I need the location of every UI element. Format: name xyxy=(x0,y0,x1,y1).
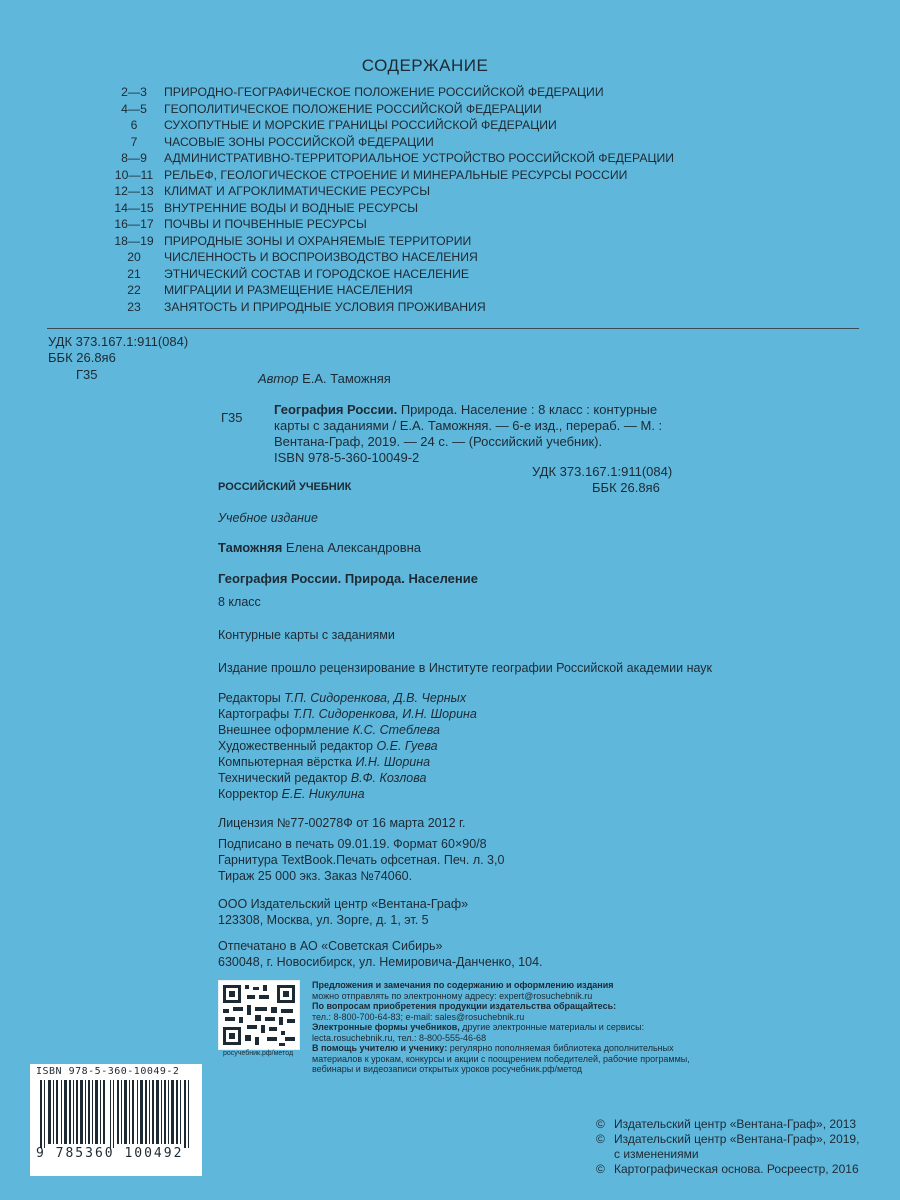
book-title: География России. Природа. Население xyxy=(218,571,478,586)
toc-pages: 21 xyxy=(127,266,141,281)
teacher-heading: В помощь учителю и ученику: xyxy=(312,1043,448,1053)
print-info-line: Подписано в печать 09.01.19. Формат 60×90/8 xyxy=(218,837,487,851)
teacher-line xyxy=(312,1043,752,1054)
toc-item xyxy=(110,200,750,217)
copyright-line xyxy=(596,1147,859,1162)
toc-title: СОДЕРЖАНИЕ xyxy=(361,56,489,75)
copyright-symbol: © xyxy=(596,1132,605,1146)
sales-heading: По вопросам приобретения продукции издательства обращайтесь: xyxy=(312,1001,617,1011)
sales-contacts: тел.: 8-800-700-64-83; e-mail: sales@rosuchebnik.ru xyxy=(312,1011,525,1022)
toc-entry-title: СУХОПУТНЫЕ И МОРСКИЕ ГРАНИЦЫ РОССИЙСКОЙ ФЕДЕРАЦИИ xyxy=(164,118,557,133)
feedback-email: можно отправлять по электронному адресу: expert@rosuchebnik.ru xyxy=(312,990,593,1001)
copyright-symbol: © xyxy=(596,1162,605,1176)
toc-entry-title: ЭТНИЧЕСКИЙ СОСТАВ И ГОРОДСКОЕ НАСЕЛЕНИЕ xyxy=(164,266,469,281)
toc-item xyxy=(110,183,750,200)
toc-item xyxy=(110,266,750,283)
qr-code-icon xyxy=(219,981,299,1049)
author-name: Е.А. Таможняя xyxy=(298,371,391,386)
toc-pages: 8—9 xyxy=(121,151,147,166)
toc-entry-title: ЗАНЯТОСТЬ И ПРИРОДНЫЕ УСЛОВИЯ ПРОЖИВАНИЯ xyxy=(164,299,486,314)
author-line xyxy=(258,371,391,387)
copyright-text: Картографическая основа. Росреестр, 2016 xyxy=(614,1162,859,1176)
credit-names: Е.Е. Никулина xyxy=(281,787,365,801)
credit-role: Технический редактор xyxy=(218,771,351,785)
credit-line xyxy=(218,738,477,754)
eforms-text: другие электронные материалы и сервисы: xyxy=(459,1022,645,1032)
toc-entry-title: ГЕОПОЛИТИЧЕСКОЕ ПОЛОЖЕНИЕ РОССИЙСКОЙ ФЕДЕРАЦИИ xyxy=(164,101,542,116)
credit-names: В.Ф. Козлова xyxy=(350,771,427,785)
teacher-text-3: вебинары и видеозаписи открытых уроков росучебник.рф/метод xyxy=(312,1064,583,1074)
credit-role: Художественный редактор xyxy=(218,739,377,753)
copyright-text: Издательский центр «Вентана-Граф», 2019, xyxy=(614,1132,860,1146)
catalog-line-3: Вентана-Граф, 2019. — 24 с. — (Российский учебник). xyxy=(274,434,603,449)
udk-code-2: УДК 373.167.1:911(084) xyxy=(532,464,673,479)
printer-address: 630048, г. Новосибирск, ул. Немировича-Данченко, 104. xyxy=(218,955,543,969)
credit-names: И.Н. Шорина xyxy=(355,755,431,769)
toc-item xyxy=(110,117,750,134)
toc-entry-title: РЕЛЬЕФ, ГЕОЛОГИЧЕСКОЕ СТРОЕНИЕ И МИНЕРАЛЬНЫЕ РЕСУРСЫ РОССИИ xyxy=(164,167,628,182)
author-sign-2: Г35 xyxy=(221,410,243,425)
copyright-symbol: © xyxy=(596,1117,605,1131)
toc-item xyxy=(110,84,750,101)
print-info-line: Тираж 25 000 экз. Заказ №74060. xyxy=(218,869,413,883)
catalog-line-1 xyxy=(274,402,657,418)
catalog-title: География России. xyxy=(274,402,398,417)
toc-item xyxy=(110,249,750,266)
toc-item xyxy=(110,101,750,118)
author-surname: Таможняя xyxy=(218,540,283,555)
credit-role: Редакторы xyxy=(218,691,285,705)
toc-pages: 20 xyxy=(127,250,141,265)
toc-item xyxy=(110,282,750,299)
toc-pages: 2—3 xyxy=(121,85,147,100)
teacher-text-2: материалов к урокам, конкурсы и акции с поощрением победителей, рабочие программы, xyxy=(312,1053,690,1064)
bbk-code: ББК 26.8я6 xyxy=(48,350,116,365)
toc-item xyxy=(110,216,750,233)
copyright-line xyxy=(596,1162,859,1177)
isbn-line: ISBN 978-5-360-10049-2 xyxy=(274,450,420,465)
toc-entry-title: АДМИНИСТРАТИВНО-ТЕРРИТОРИАЛЬНОЕ УСТРОЙСТВО РОССИЙСКОЙ ФЕДЕРАЦИИ xyxy=(164,151,675,166)
toc-entry-title: ЧИСЛЕННОСТЬ И ВОСПРОИЗВОДСТВО НАСЕЛЕНИЯ xyxy=(164,250,478,265)
credit-line xyxy=(218,770,477,786)
toc-pages: 12—13 xyxy=(114,184,154,199)
toc-pages: 23 xyxy=(127,299,141,314)
catalog-line-2: карты с заданиями / Е.А. Таможняя. — 6-е изд., перераб. — М. : xyxy=(274,418,663,433)
toc-pages: 10—11 xyxy=(114,167,154,182)
credit-role: Корректор xyxy=(218,787,282,801)
credit-line xyxy=(218,786,477,802)
qr-caption: росучебник.рф/метод xyxy=(222,1050,294,1057)
credit-line xyxy=(218,706,477,722)
print-info-line: Гарнитура TextBook.Печать офсетная. Печ. л. 3,0 xyxy=(218,853,505,867)
toc-list xyxy=(110,84,750,315)
author-full xyxy=(218,540,421,556)
toc-pages: 16—17 xyxy=(114,217,154,232)
toc-item xyxy=(110,150,750,167)
publisher-info xyxy=(218,896,468,928)
printer-info xyxy=(218,938,543,970)
toc-entry-title: ПРИРОДНО-ГЕОГРАФИЧЕСКОЕ ПОЛОЖЕНИЕ РОССИЙСКОЙ ФЕДЕРАЦИИ xyxy=(164,85,604,100)
credit-role: Компьютерная вёрстка xyxy=(218,755,356,769)
divider-line xyxy=(47,328,859,329)
toc-item xyxy=(110,299,750,316)
eforms-heading: Электронные формы учебников, xyxy=(312,1022,460,1032)
review-note: Издание прошло рецензирование в Институте географии Российской академии наук xyxy=(218,661,713,675)
credit-role: Внешнее оформление xyxy=(218,723,353,737)
toc-entry-title: ПОЧВЫ И ПОЧВЕННЫЕ РЕСУРСЫ xyxy=(164,217,367,232)
bbk-code-2: ББК 26.8я6 xyxy=(592,480,660,495)
toc-entry-title: ЧАСОВЫЕ ЗОНЫ РОССИЙСКОЙ ФЕДЕРАЦИИ xyxy=(164,134,434,149)
qr-code[interactable] xyxy=(218,980,300,1050)
eforms-contacts: lecta.rosuchebnik.ru, тел.: 8-800-555-46-68 xyxy=(312,1032,487,1043)
credit-names: К.С. Стеблева xyxy=(352,723,440,737)
author-given: Елена Александровна xyxy=(282,540,422,555)
eforms-line xyxy=(312,1022,752,1033)
toc-entry-title: ВНУТРЕННИЕ ВОДЫ И ВОДНЫЕ РЕСУРСЫ xyxy=(164,200,419,215)
license: Лицензия №77-00278Ф от 16 марта 2012 г. xyxy=(218,816,466,830)
credit-line xyxy=(218,690,477,706)
copyright-line xyxy=(596,1132,859,1147)
barcode-digits: 9 785360 100492 xyxy=(36,1146,184,1161)
feedback-heading: Предложения и замечания по содержанию и оформлению издания xyxy=(312,980,614,990)
copyright-block xyxy=(596,1117,859,1177)
contacts-block xyxy=(312,980,752,1075)
grade: 8 класс xyxy=(218,595,261,609)
udk-code: УДК 373.167.1:911(084) xyxy=(48,334,189,349)
toc-pages: 18—19 xyxy=(114,233,154,248)
toc-pages: 7 xyxy=(130,134,138,149)
toc-pages: 14—15 xyxy=(114,200,154,215)
print-info xyxy=(218,836,504,884)
barcode-isbn: ISBN 978-5-360-10049-2 xyxy=(36,1066,180,1077)
catalog-text: Природа. Население : 8 класс : контурные xyxy=(397,402,658,417)
toc-item xyxy=(110,134,750,151)
credits-list xyxy=(218,690,477,802)
credit-role: Картографы xyxy=(218,707,293,721)
toc-item xyxy=(110,167,750,184)
toc-pages: 4—5 xyxy=(121,101,147,116)
credit-line xyxy=(218,754,477,770)
series-name: РОССИЙСКИЙ УЧЕБНИК xyxy=(218,481,352,493)
credit-names: Т.П. Сидоренкова, И.Н. Шорина xyxy=(292,707,477,721)
printer-name: Отпечатано в АО «Советская Сибирь» xyxy=(218,939,443,953)
credit-names: О.Е. Гуева xyxy=(376,739,438,753)
toc-entry-title: КЛИМАТ И АГРОКЛИМАТИЧЕСКИЕ РЕСУРСЫ xyxy=(164,184,431,199)
publisher-name: ООО Издательский центр «Вентана-Граф» xyxy=(218,897,469,911)
edition-type: Учебное издание xyxy=(218,511,318,525)
copyright-text: Издательский центр «Вентана-Граф», 2013 xyxy=(614,1117,857,1131)
toc-item xyxy=(110,233,750,250)
publisher-address: 123308, Москва, ул. Зорге, д. 1, эт. 5 xyxy=(218,913,429,927)
author-sign: Г35 xyxy=(76,367,98,382)
subtitle: Контурные карты с заданиями xyxy=(218,628,395,642)
copyright-text: с изменениями xyxy=(614,1147,699,1161)
credit-line xyxy=(218,722,477,738)
toc-pages: 6 xyxy=(130,118,138,133)
credit-names: Т.П. Сидоренкова, Д.В. Черных xyxy=(284,691,467,705)
author-label: Автор xyxy=(258,371,299,386)
teacher-text: регулярно пополняемая библиотека дополнительных xyxy=(447,1043,674,1053)
toc-entry-title: ПРИРОДНЫЕ ЗОНЫ И ОХРАНЯЕМЫЕ ТЕРРИТОРИИ xyxy=(164,233,472,248)
toc-pages: 22 xyxy=(127,283,141,298)
toc-entry-title: МИГРАЦИИ И РАЗМЕЩЕНИЕ НАСЕЛЕНИЯ xyxy=(164,283,413,298)
copyright-line xyxy=(596,1117,859,1132)
